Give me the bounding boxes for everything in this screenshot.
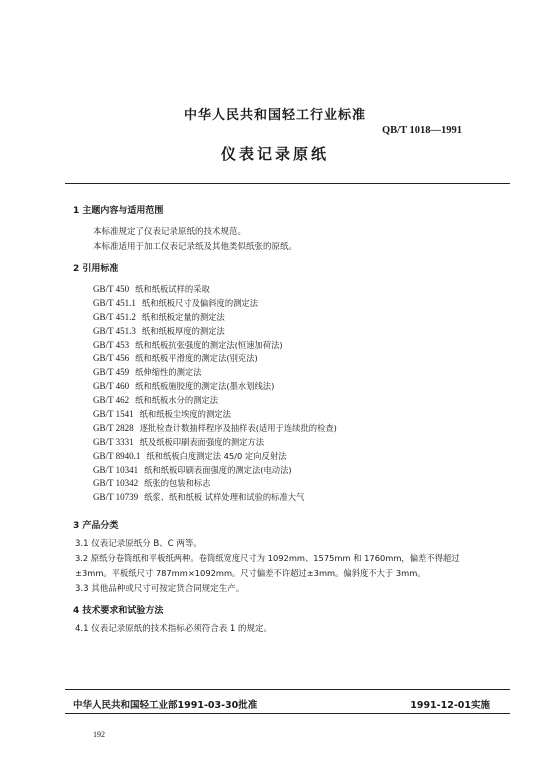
reference-item [93, 450, 337, 464]
reference-title: 纸和纸板尺寸及偏斜度的测定法 [141, 297, 259, 308]
reference-item [93, 491, 337, 505]
footer-divider [65, 689, 510, 690]
reference-code: GB/T 8940.1 [93, 450, 141, 461]
clause-3-2: 3.2 原纸分卷筒纸和平板纸两种。卷筒纸宽度尺寸为 1092mm、1575mm 和 1760mm，偏差不得超过 [75, 553, 460, 563]
reference-code: GB/T 3331 [93, 436, 134, 447]
clause-4-1: 4.1 仪表记录原纸的技术指标必须符合表 1 的规定。 [75, 624, 273, 634]
clause-3-3: 3.3 其他品种或尺寸可按定货合同规定生产。 [75, 584, 245, 594]
reference-title: 纸及纸板印刷表面强度的测定方法 [139, 436, 265, 447]
reference-item [93, 394, 337, 408]
footer-bottom-divider [65, 713, 510, 714]
reference-title: 纸和纸板白度测定法 45/0 定向反射法 [146, 450, 287, 461]
reference-title: 纸和纸板印刷表面强度的测定法(电动法) [144, 464, 292, 475]
page-number: 192 [93, 730, 105, 739]
reference-title: 纸和纸板抗张强度的测定法(恒速加荷法) [135, 339, 283, 350]
reference-code: GB/T 450 [93, 284, 130, 294]
section-1-paragraph: 本标准适用于加工仪表记录纸及其他类似纸张的原纸。 [93, 242, 298, 252]
reference-item [93, 464, 337, 478]
reference-item [93, 297, 337, 311]
reference-title: 纸伸缩性的测定法 [135, 367, 202, 378]
reference-code: GB/T 459 [93, 367, 130, 378]
reference-title: 纸张的包装和标志 [144, 478, 211, 489]
reference-code: GB/T 10341 [93, 464, 139, 475]
reference-title: 纸和纸板定量的测定法 [141, 311, 225, 322]
header-divider [65, 183, 510, 184]
reference-code: GB/T 2828 [93, 422, 134, 433]
reference-item [93, 339, 337, 353]
reference-code: GB/T 451.1 [93, 297, 136, 308]
reference-item [93, 436, 337, 450]
reference-code: GB/T 10739 [93, 492, 139, 503]
reference-code: GB/T 10342 [93, 478, 139, 489]
reference-code: GB/T 456 [93, 353, 130, 364]
reference-item [93, 477, 337, 491]
reference-code: GB/T 451.3 [93, 325, 136, 336]
reference-item [93, 352, 337, 366]
reference-item [93, 380, 337, 394]
reference-item [93, 366, 337, 380]
reference-item [93, 408, 337, 422]
reference-title: 纸和纸板尘埃度的测定法 [139, 409, 231, 420]
clause-3-2-continued: ±3mm。平板纸尺寸 787mm×1092mm。尺寸偏差不许超过±3mm。偏斜度不大于 3mm。 [75, 568, 426, 578]
reference-title: 逐批检查计数抽样程序及抽样表(适用于连续批的检查) [139, 422, 337, 433]
reference-item [93, 283, 337, 297]
reference-code: GB/T 462 [93, 395, 130, 406]
issuer-title: 中华人民共和国轻工行业标准 [183, 108, 366, 123]
reference-item [93, 311, 337, 325]
reference-title: 纸和纸板平滑度的测定法(别克法) [135, 353, 258, 364]
section-2-heading: 2 引用标准 [73, 264, 119, 274]
section-3-heading: 3 产品分类 [73, 521, 119, 531]
standard-number: QB/T 1018—1991 [381, 125, 462, 136]
reference-item [93, 325, 337, 339]
approval-line: 中华人民共和国轻工业部1991-03-30批准 [73, 700, 258, 711]
reference-code: GB/T 451.2 [93, 311, 136, 322]
section-1-heading: 1 主题内容与适用范围 [73, 206, 164, 216]
reference-title: 纸和纸板试样的采取 [135, 284, 210, 294]
reference-code: GB/T 460 [93, 381, 130, 392]
reference-title: 纸和纸板厚度的测定法 [141, 325, 225, 336]
reference-code: GB/T 453 [93, 339, 130, 350]
implementation-date: 1991-12-01实施 [410, 700, 490, 711]
reference-title: 纸浆、纸和纸板 试样处理和试验的标准大气 [144, 492, 305, 503]
clause-3-1: 3.1 仪表记录原纸分 B、C 两等。 [75, 539, 202, 549]
reference-list [93, 283, 337, 505]
document-title: 仪表记录原纸 [220, 145, 329, 163]
reference-code: GB/T 1541 [93, 409, 134, 420]
reference-title: 纸和纸板施胶度的测定法(墨水划线法) [135, 381, 275, 392]
section-4-heading: 4 技术要求和试验方法 [73, 606, 164, 616]
reference-title: 纸和纸板水分的测定法 [135, 395, 219, 406]
section-1-paragraph: 本标准规定了仪表记录原纸的技术规范。 [93, 227, 247, 237]
reference-item [93, 422, 337, 436]
